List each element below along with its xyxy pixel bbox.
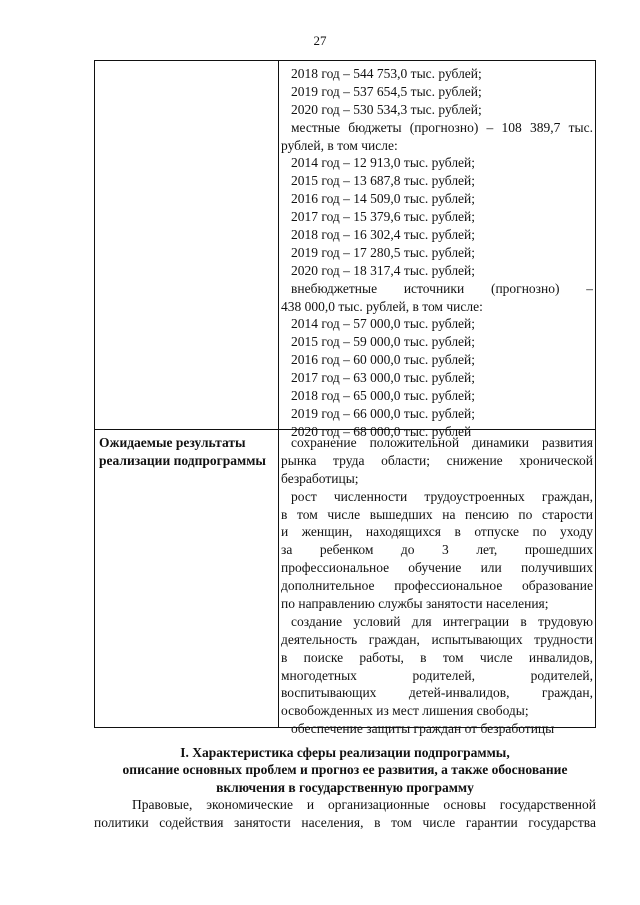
- funding-line: местные бюджеты (прогнозно) – 108 389,7 тыс.: [291, 119, 593, 135]
- section-heading-line: I. Характеристика сферы реализации подпрограммы,: [180, 745, 510, 760]
- results-line: за ребенком до 3 лет, прошедших: [281, 542, 593, 558]
- section-heading-line: включения в государственную программу: [216, 779, 474, 795]
- funding-sources-cell: [281, 65, 593, 441]
- results-line: рынка труда области; снижение хронической: [281, 452, 593, 468]
- funding-line: 2017 год – 15 379,6 тыс. рублей;: [291, 209, 476, 225]
- results-line: дополнительное профессиональное образование: [281, 578, 593, 594]
- funding-line: внебюджетные источники (прогнозно) –: [291, 280, 593, 296]
- funding-line: 2018 год – 544 753,0 тыс. рублей;: [291, 66, 482, 81]
- funding-line: 2018 год – 65 000,0 тыс. рублей;: [291, 388, 476, 404]
- funding-line: 2019 год – 17 280,5 тыс. рублей;: [291, 244, 476, 260]
- funding-line: 2020 год – 18 317,4 тыс. рублей;: [291, 262, 476, 278]
- results-line: воспитывающих детей-инвалидов, граждан,: [281, 685, 593, 701]
- funding-line: 2018 год – 16 302,4 тыс. рублей;: [291, 227, 476, 243]
- results-line: многодетных родителей, родителей,: [281, 667, 593, 683]
- results-line: обеспечение защиты граждан от безработицы: [291, 721, 555, 737]
- expected-results-label: Ожидаемые результаты реализации подпрограммы: [99, 435, 266, 468]
- results-line: безработицы;: [281, 470, 359, 486]
- funding-line: 2014 год – 12 913,0 тыс. рублей;: [291, 155, 476, 171]
- results-line: рост численности трудоустроенных граждан,: [291, 488, 593, 504]
- funding-line: 2015 год – 13 687,8 тыс. рублей;: [291, 173, 476, 189]
- funding-line: рублей, в том числе:: [281, 137, 398, 153]
- funding-line: 2016 год – 14 509,0 тыс. рублей;: [291, 191, 476, 207]
- body-line: политики содействия занятости населения, в том числе гарантии государства: [94, 815, 596, 831]
- expected-results-cell: [281, 434, 593, 738]
- results-line: профессиональное обучение или получивших: [281, 560, 593, 576]
- funding-line: 2014 год – 57 000,0 тыс. рублей;: [291, 316, 476, 332]
- funding-line: 2019 год – 66 000,0 тыс. рублей;: [291, 405, 476, 421]
- section-heading: [94, 744, 596, 796]
- funding-line: 2019 год – 537 654,5 тыс. рублей;: [291, 83, 482, 99]
- results-line: деятельность граждан, испытывающих трудности: [281, 631, 593, 647]
- results-line: и женщин, находящихся в отпуске по уходу: [281, 524, 593, 540]
- table-column-divider: [278, 61, 279, 727]
- funding-line: 2015 год – 59 000,0 тыс. рублей;: [291, 334, 476, 350]
- funding-line: 438 000,0 тыс. рублей, в том числе:: [281, 298, 483, 314]
- funding-line: 2017 год – 63 000,0 тыс. рублей;: [291, 370, 476, 386]
- results-line: в том числе вышедших на пенсию по старости: [281, 506, 593, 522]
- body-paragraph: [94, 796, 596, 833]
- results-line: по направлению службы занятости населения;: [281, 596, 549, 612]
- page-number: 27: [313, 33, 327, 48]
- results-line: сохранение положительной динамики развития: [291, 435, 593, 450]
- funding-line: 2020 год – 530 534,3 тыс. рублей;: [291, 101, 482, 117]
- funding-line: 2020 год – 68 000,0 тыс. рублей: [291, 423, 472, 439]
- results-line: создание условий для интеграции в трудовую: [291, 613, 593, 629]
- results-line: в поиске работы, в том числе инвалидов,: [281, 649, 593, 665]
- subprogram-passport-table: [94, 60, 596, 737]
- body-line: Правовые, экономические и организационные основы государственной: [132, 797, 596, 812]
- results-line: освобожденных из мест лишения свободы;: [281, 703, 529, 719]
- section-heading-line: описание основных проблем и прогноз ее развития, а также обоснование: [122, 762, 568, 778]
- funding-line: 2016 год – 60 000,0 тыс. рублей;: [291, 352, 476, 368]
